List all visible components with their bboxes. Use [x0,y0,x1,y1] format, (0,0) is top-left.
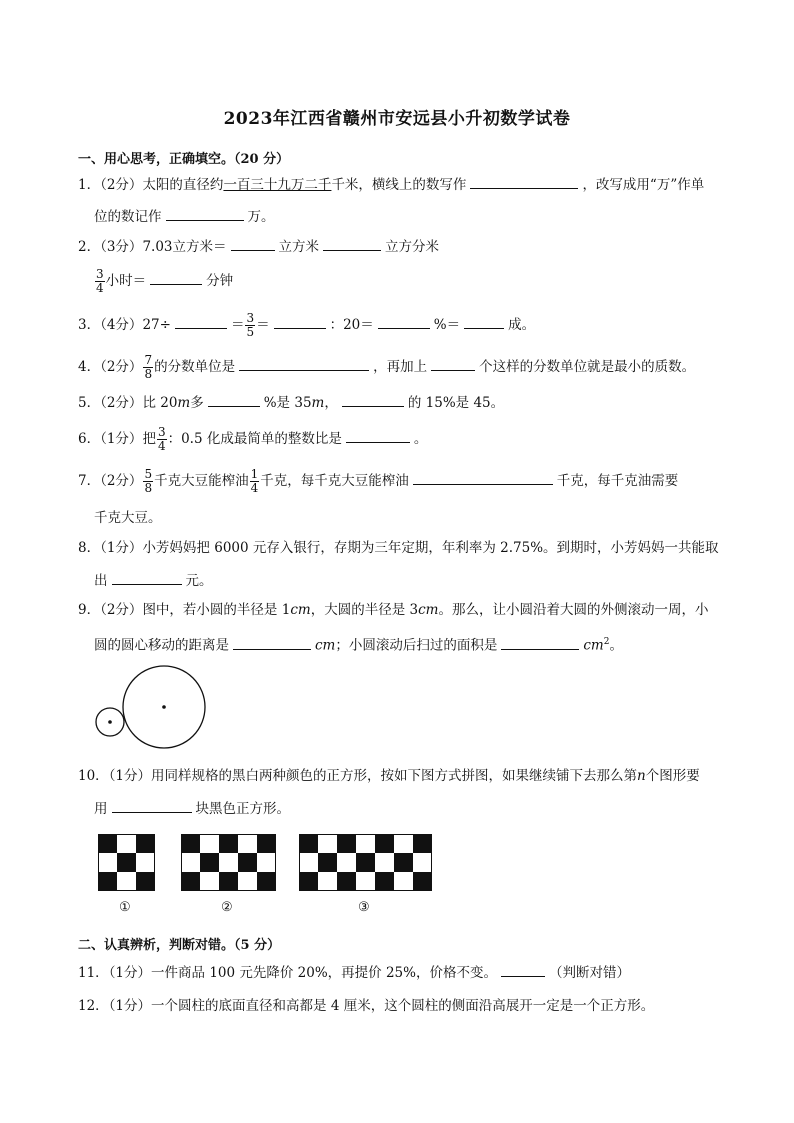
page-title: 2023年江西省赣州市安远县小升初数学试卷 [223,109,571,129]
fraction: $\frac{3}{4}$ [96,267,104,295]
question-4: 4．（2分） $\frac{7}{8}$ 的分数单位是 ，再加上 个这样的分数单位就是最小的质数。 [78,353,696,381]
circles-figure [92,662,212,762]
question-3: 3．（4分）27÷ ＝ $\frac{3}{5}$ ＝ ：20＝ %＝ 成。 [78,311,536,339]
question-6: 6．（1分）把 $\frac{3}{4}$ ：0.5 化成最简单的整数比是 。 [78,425,428,453]
answer-blank[interactable] [378,314,430,329]
answer-blank[interactable] [342,392,404,407]
answer-blank[interactable] [239,356,369,371]
answer-blank[interactable] [501,962,545,977]
fraction: $\frac{3}{4}$ [157,425,166,453]
answer-blank[interactable] [112,570,182,585]
question-1: 1．（2分）太阳的直径约一百三十九万二千千米，横线上的数写作 ，改写成用“万”作单 [78,174,704,195]
answer-blank[interactable] [501,635,579,650]
question-9-line-2: 圆的圆心移动的距离是 cm；小圆滚动后扫过的面积是 $cm^2$。 [94,632,623,656]
figure-label-1: ① [119,900,131,915]
answer-blank[interactable] [112,798,192,813]
pattern-figure-1 [98,834,156,892]
question-7-line-2: 千克大豆。 [94,510,162,526]
pattern-figure-3 [299,834,433,892]
fraction: $\frac{5}{8}$ [144,467,153,495]
question-number: 1． [78,177,101,193]
question-2: 2．（3分）7.03立方米＝ 立方米 立方分米 [78,236,439,257]
question-10-line-2: 用 块黑色正方形。 [94,798,290,819]
answer-blank[interactable] [413,470,553,485]
underlined-text: 一百三十九万二千 [223,177,332,193]
question-10: 10．（1分）用同样规格的黑白两种颜色的正方形，按如下图方式拼图，如果继续铺下去那么第n个图形要 [78,768,700,784]
question-2-line-2: $\frac{3}{4}$ 小时＝ 分钟 [96,267,234,295]
small-circle-center [108,720,112,724]
pattern-figure-2 [181,834,277,892]
section-heading-1: 一、用心思考，正确填空。（20 分） [78,152,290,167]
figure-label-2: ② [221,900,233,915]
answer-blank[interactable] [231,236,275,251]
answer-blank[interactable] [470,174,578,189]
fraction: $\frac{1}{4}$ [250,467,259,495]
question-11: 11．（1分）一件商品 100 元先降价 20%，再提价 25%，价格不变。 （判断对错） [78,962,630,983]
answer-blank[interactable] [208,392,260,407]
answer-blank[interactable] [431,356,475,371]
question-1-line-2: 位的数记作 万。 [94,206,275,227]
section-heading-2: 二、认真辨析，判断对错。（5 分） [78,938,281,953]
question-7: 7．（2分） $\frac{5}{8}$ 千克大豆能榨油 $\frac{1}{4}$ 千克，每千克大豆能榨油 千克，每千克油需要 [78,467,679,495]
question-8: 8．（1分）小芳妈妈把 6000 元存入银行，存期为三年定期，年利率为 2.75%。到期时，小芳妈妈一共能取 [78,540,719,556]
large-circle-center [162,705,166,709]
answer-blank[interactable] [464,314,504,329]
answer-blank[interactable] [175,314,227,329]
question-9: 9．（2分）图中，若小圆的半径是 1cm，大圆的半径是 3cm。那么，让小圆沿着大圆的外侧滚动一周，小 [78,602,709,618]
fraction: $\frac{7}{8}$ [144,353,153,381]
answer-blank[interactable] [150,270,202,285]
answer-blank[interactable] [166,206,244,221]
answer-blank[interactable] [323,236,381,251]
answer-blank[interactable] [233,635,311,650]
question-12: 12．（1分）一个圆柱的底面直径和高都是 4 厘米，这个圆柱的侧面沿高展开一定是一个正方形。 [78,998,655,1014]
answer-blank[interactable] [346,428,410,443]
fraction: $\frac{3}{5}$ [246,311,255,339]
answer-blank[interactable] [274,314,326,329]
question-8-line-2: 出 元。 [94,570,213,591]
figure-label-3: ③ [358,900,370,915]
question-5: 5．（2分）比 20m多 %是 35m， 的 15%是 45。 [78,392,504,413]
question-score: （2分） [100,177,143,193]
